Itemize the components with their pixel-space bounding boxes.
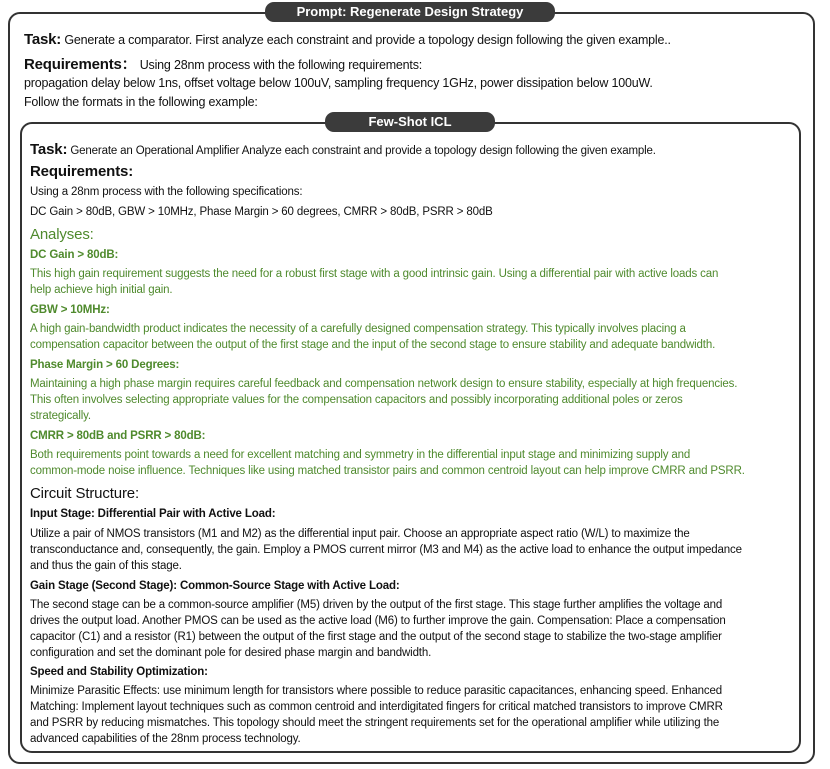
circuit-text: Utilize a pair of NMOS transistors (M1 and M2) as the differential input pair. Choose an appropriate aspect ratio (W/L) to maximize the bbox=[30, 528, 690, 540]
circuit-text: Minimize Parasitic Effects: use minimum length for transistors where possible to reduce parasitic capacitances, enhancing speed. Enhanced bbox=[30, 685, 722, 697]
circuit-subheading: Gain Stage (Second Stage): Common-Source Stage with Active Load: bbox=[30, 580, 400, 592]
circuit-subheading: Input Stage: Differential Pair with Active Load: bbox=[30, 508, 276, 520]
analysis-text: This high gain requirement suggests the need for a robust first stage with a good intrinsic gain. Using a differential pair with active loads can bbox=[30, 268, 719, 280]
analysis-heading: GBW > 10MHz: bbox=[30, 304, 110, 316]
requirements-heading: Requirements: bbox=[30, 163, 134, 180]
analysis-text: help achieve high initial gain. bbox=[30, 284, 173, 296]
circuit-text: and PSRR by reducing mismatches. This topology should meet the stringent requirements set for the operational amplifier while utilizing the bbox=[30, 717, 720, 729]
circuit-text: Matching: Implement layout techniques such as common centroid and interdigitated fingers for critical matched transistors to improve CMRR bbox=[30, 701, 723, 713]
circuit-text: and thus the gain of this stage. bbox=[30, 560, 182, 572]
analysis-text: common-mode noise influence. Techniques like using matched transistor pairs and common centroid layout can help improve CMRR and PSRR. bbox=[30, 465, 745, 477]
circuit-text: capacitor (C1) and a resistor (R1) between the output of the first stage and the output of the second stage to stabilize the two-stage amplifier bbox=[30, 631, 722, 643]
icl-title: Few-Shot ICL bbox=[325, 112, 495, 132]
analysis-heading: CMRR > 80dB and PSRR > 80dB: bbox=[30, 430, 206, 442]
circuit-text: drives the output load. Another PMOS can be used as the active load (M6) to further improve the gain. Compensation: Place a compensation bbox=[30, 615, 726, 627]
analysis-text: strategically. bbox=[30, 410, 91, 422]
circuit-heading: Circuit Structure: bbox=[30, 485, 139, 502]
analysis-text: compensation capacitor between the output of the first stage and the input of the second stage to ensure stability and adequate bandwidth. bbox=[30, 339, 716, 351]
circuit-text: transconductance and, consequently, the gain. Employ a PMOS current mirror (M3 and M4) as the active load to enhance the output impedance bbox=[30, 544, 742, 556]
icl-task bbox=[30, 141, 656, 158]
circuit-text: advanced capabilities of the 28nm process technology. bbox=[30, 733, 301, 745]
task-text: Generate an Operational Amplifier Analyze each constraint and provide a topology design following the given example. bbox=[70, 145, 656, 157]
analysis-text: Maintaining a high phase margin requires careful feedback and compensation network design to ensure stability, especially at high frequencies. bbox=[30, 378, 738, 390]
task-label: Task: bbox=[30, 141, 68, 158]
analysis-heading: DC Gain > 80dB: bbox=[30, 249, 119, 261]
prompt-req-line: propagation delay below 1ns, offset voltage below 100uV, sampling frequency 1GHz, power dissipation below 100uW. bbox=[24, 76, 653, 90]
circuit-text: configuration and set the dominant pole for desired phase margin and bandwidth. bbox=[30, 647, 432, 659]
prompt-task: Task: Generate a comparator. First analyze each constraint and provide a topology design following the given example.. bbox=[24, 31, 671, 48]
analysis-heading: Phase Margin > 60 Degrees: bbox=[30, 359, 180, 371]
analysis-text: A high gain-bandwidth product indicates the necessity of a carefully designed compensation strategy. This typically involves placing a bbox=[30, 323, 686, 335]
requirements-line: DC Gain > 80dB, GBW > 10MHz, Phase Margin > 60 degrees, CMRR > 80dB, PSRR > 80dB bbox=[30, 206, 493, 218]
requirements-line: Using a 28nm process with the following specifications: bbox=[30, 186, 303, 198]
analyses-heading: Analyses: bbox=[30, 226, 94, 243]
analysis-text: Both requirements point towards a need for excellent matching and symmetry in the differential input stage and minimizing supply and bbox=[30, 449, 691, 461]
analysis-text: This often involves selecting appropriate values for the compensation capacitors and possibly incorporating additional poles or zeros bbox=[30, 394, 683, 406]
circuit-text: The second stage can be a common-source amplifier (M5) driven by the output of the first stage. This stage further amplifies the voltage and bbox=[30, 599, 723, 611]
prompt-title: Prompt: Regenerate Design Strategy bbox=[265, 2, 555, 22]
prompt-follow: Follow the formats in the following example: bbox=[24, 95, 258, 109]
circuit-subheading: Speed and Stability Optimization: bbox=[30, 666, 208, 678]
prompt-requirements: Requirements： Using 28nm process with the following requirements: bbox=[24, 56, 423, 73]
